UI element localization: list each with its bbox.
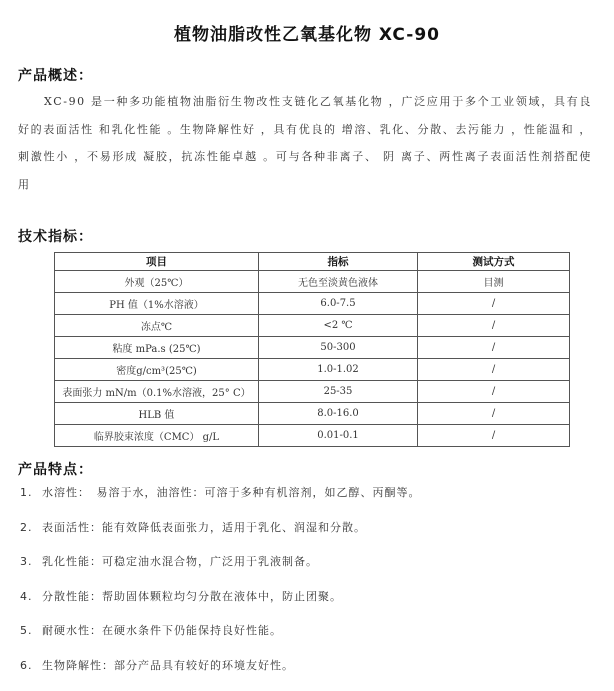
feature-number: 6. [20, 658, 33, 672]
specs-table [54, 252, 570, 447]
spec-test-method-cell: / [418, 403, 570, 425]
page-title: 植物油脂改性乙氧基化物 XC-90 [174, 25, 440, 45]
spec-test-method-cell: / [418, 425, 570, 447]
column-header-spec: 指标 [259, 253, 418, 271]
spec-value-cell: 0.01-0.1 [259, 425, 418, 447]
spec-value-cell: 无色至淡黄色液体 [259, 271, 418, 293]
table-header-row [55, 253, 570, 271]
spec-test-method-cell: / [418, 315, 570, 337]
spec-value-cell: 25-35 [259, 381, 418, 403]
feature-text: 生物降解性：部分产品具有较好的环境友好性。 [42, 658, 294, 672]
feature-text: 乳化性能：可稳定油水混合物，广泛用于乳液制备。 [42, 555, 318, 568]
features-heading: 产品特点： [18, 462, 93, 478]
features-list [20, 484, 600, 691]
overview-heading: 产品概述： [18, 68, 93, 84]
column-header-item: 项目 [55, 253, 259, 271]
table-row [55, 425, 570, 447]
feature-list-item [20, 553, 600, 588]
spec-item-cell: 密度g/cm³(25℃) [55, 359, 259, 381]
spec-item-cell: 粘度 mPa.s (25℃) [55, 337, 259, 359]
table-row [55, 403, 570, 425]
spec-test-method-cell: / [418, 337, 570, 359]
spec-item-cell: 冻点℃ [55, 315, 259, 337]
feature-number: 5. [20, 624, 33, 637]
feature-text: 分散性能：帮助固体颗粒均匀分散在液体中，防止团聚。 [42, 589, 342, 603]
spec-item-cell: 外观（25℃） [55, 271, 259, 293]
feature-list-item [20, 519, 600, 554]
table-row [55, 381, 570, 403]
feature-text: 表面活性：能有效降低表面张力，适用于乳化、润湿和分散。 [42, 520, 366, 534]
feature-number: 3. [20, 555, 33, 568]
feature-text: 水溶性： 易溶于水，油溶性：可溶于多种有机溶剂，如乙醇、丙酮等。 [42, 486, 421, 499]
specs-heading: 技术指标： [18, 229, 93, 245]
feature-number: 2. [20, 520, 33, 534]
spec-test-method-cell: / [418, 293, 570, 315]
feature-number: 1. [20, 486, 33, 499]
spec-value-cell: 6.0-7.5 [259, 293, 418, 315]
spec-item-cell: 表面张力 mN/m（0.1%水溶液，25° C） [55, 381, 259, 403]
spec-test-method-cell: / [418, 359, 570, 381]
feature-number: 4. [20, 589, 33, 603]
table-row [55, 271, 570, 293]
feature-text: 耐硬水性：在硬水条件下仍能保持良好性能。 [42, 624, 282, 637]
spec-item-cell: PH 值（1%水溶液） [55, 293, 259, 315]
spec-value-cell: 50-300 [259, 337, 418, 359]
spec-test-method-cell: / [418, 381, 570, 403]
table-row [55, 315, 570, 337]
spec-item-cell: 临界胶束浓度（CMC） g/L [55, 425, 259, 447]
overview-text: XC-90 是一种多功能植物油脂衍生物改性支链化乙氧基化物 ，广泛应用于多个工业领域，具有良好的表面活性 和乳化性能 。生物降解性好 ，具有优良的 增溶、乳化、分散、去污能力 ，性能温和 ，刺激性小 ，不易形成 凝胶，抗冻性能卓越 。可与各种非离子、 阴 离子、两性离子表面活性剂搭配使用 [18, 95, 592, 191]
feature-list-item [20, 657, 600, 691]
spec-value-cell: 1.0-1.02 [259, 359, 418, 381]
spec-value-cell: <2 ℃ [259, 315, 418, 337]
specs-table-body [55, 271, 570, 447]
table-row [55, 337, 570, 359]
spec-test-method-cell: 目测 [418, 271, 570, 293]
spec-value-cell: 8.0-16.0 [259, 403, 418, 425]
table-row [55, 359, 570, 381]
feature-list-item [20, 484, 600, 519]
feature-list-item [20, 588, 600, 623]
spec-item-cell: HLB 值 [55, 403, 259, 425]
feature-list-item [20, 622, 600, 657]
overview-paragraph [18, 88, 592, 198]
table-row [55, 293, 570, 315]
column-header-test-method: 测试方式 [418, 253, 570, 271]
